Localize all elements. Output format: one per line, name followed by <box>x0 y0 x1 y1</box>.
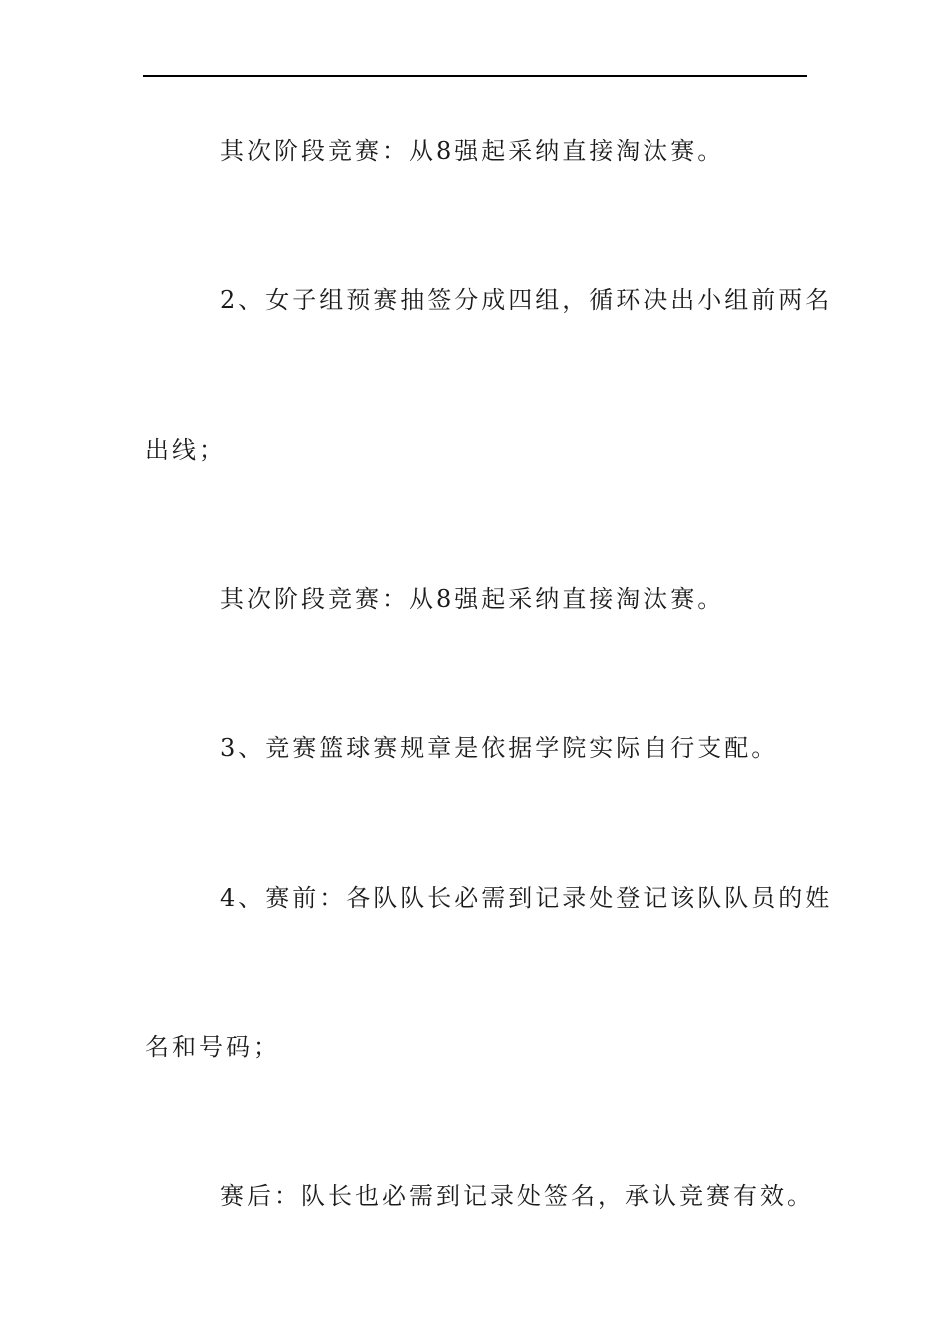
paragraph-stage-two-men: 其次阶段竞赛：从8强起采纳直接淘汰赛。 <box>220 137 725 165</box>
paragraph-after-match: 赛后：队长也必需到记录处签名，承认竞赛有效。 <box>220 1182 814 1210</box>
paragraph-women-group: 2、女子组预赛抽签分成四组，循环决出小组前两名 <box>220 286 833 314</box>
paragraph-before-match: 4、赛前：各队队长必需到记录处登记该队队员的姓 <box>220 884 833 912</box>
paragraph-stage-two-women: 其次阶段竞赛：从8强起采纳直接淘汰赛。 <box>220 585 725 613</box>
paragraph-women-group-cont: 出线； <box>145 436 226 464</box>
header-rule <box>143 75 807 77</box>
paragraph-rules: 3、竞赛篮球赛规章是依据学院实际自行支配。 <box>220 734 779 762</box>
paragraph-before-match-cont: 名和号码； <box>145 1033 280 1061</box>
